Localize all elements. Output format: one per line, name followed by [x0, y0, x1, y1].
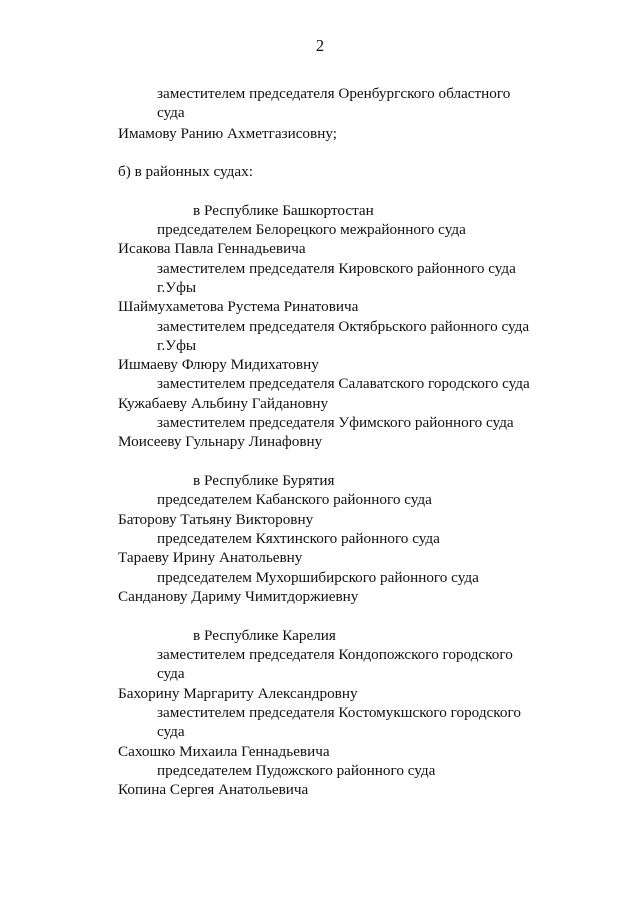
page-number: 2 — [315, 36, 325, 55]
line-appointment: заместителем председателя Оренбургского областного — [157, 85, 511, 102]
line-appointment: суда — [157, 104, 185, 121]
line-person-name: Шаймухаметова Рустема Ринатовича — [118, 298, 359, 315]
line-appointment: председателем Мухоршибирского районного суда — [157, 569, 479, 586]
line-person-name: Исакова Павла Геннадьевича — [118, 240, 306, 257]
line-appointment: председателем Кяхтинского районного суда — [157, 530, 440, 547]
region-heading: в Республике Башкортостан — [193, 202, 374, 219]
line-appointment: заместителем председателя Кировского районного суда — [157, 260, 516, 277]
line-person-name: Моисееву Гульнару Линафовну — [118, 433, 323, 450]
line-appointment: суда — [157, 723, 185, 740]
line-person-name: Бахорину Маргариту Александровну — [118, 685, 358, 702]
line-appointment: заместителем председателя Уфимского районного суда — [157, 414, 514, 431]
line-appointment: заместителем председателя Кондопожского городского — [157, 646, 513, 663]
region-heading: в Республике Бурятия — [193, 472, 335, 489]
line-appointment: суда — [157, 665, 185, 682]
line-appointment: председателем Белорецкого межрайонного суда — [157, 221, 466, 238]
line-person-name: Копина Сергея Анатольевича — [118, 781, 309, 798]
line-person-name: Имамову Ранию Ахметгазисовну; — [118, 125, 337, 142]
line-appointment: г.Уфы — [157, 279, 197, 296]
line-appointment: председателем Пудожского районного суда — [157, 762, 436, 779]
line-person-name: Тараеву Ирину Анатольевну — [118, 549, 303, 566]
section-heading: б) в районных судах: — [118, 163, 253, 180]
line-person-name: Кужабаеву Альбину Гайдановну — [118, 395, 329, 412]
line-appointment: заместителем председателя Салаватского городского суда — [157, 375, 530, 392]
line-appointment: председателем Кабанского районного суда — [157, 491, 432, 508]
line-appointment: г.Уфы — [157, 337, 197, 354]
line-appointment: заместителем председателя Октябрьского районного суда — [157, 318, 530, 335]
line-person-name: Санданову Дариму Чимитдоржиевну — [118, 588, 359, 605]
line-person-name: Баторову Татьяну Викторовну — [118, 511, 314, 528]
line-person-name: Сахошко Михаила Геннадьевича — [118, 743, 330, 760]
region-heading: в Республике Карелия — [193, 627, 336, 644]
line-appointment: заместителем председателя Костомукшского городского — [157, 704, 521, 721]
line-person-name: Ишмаеву Флюру Мидихатовну — [118, 356, 319, 373]
